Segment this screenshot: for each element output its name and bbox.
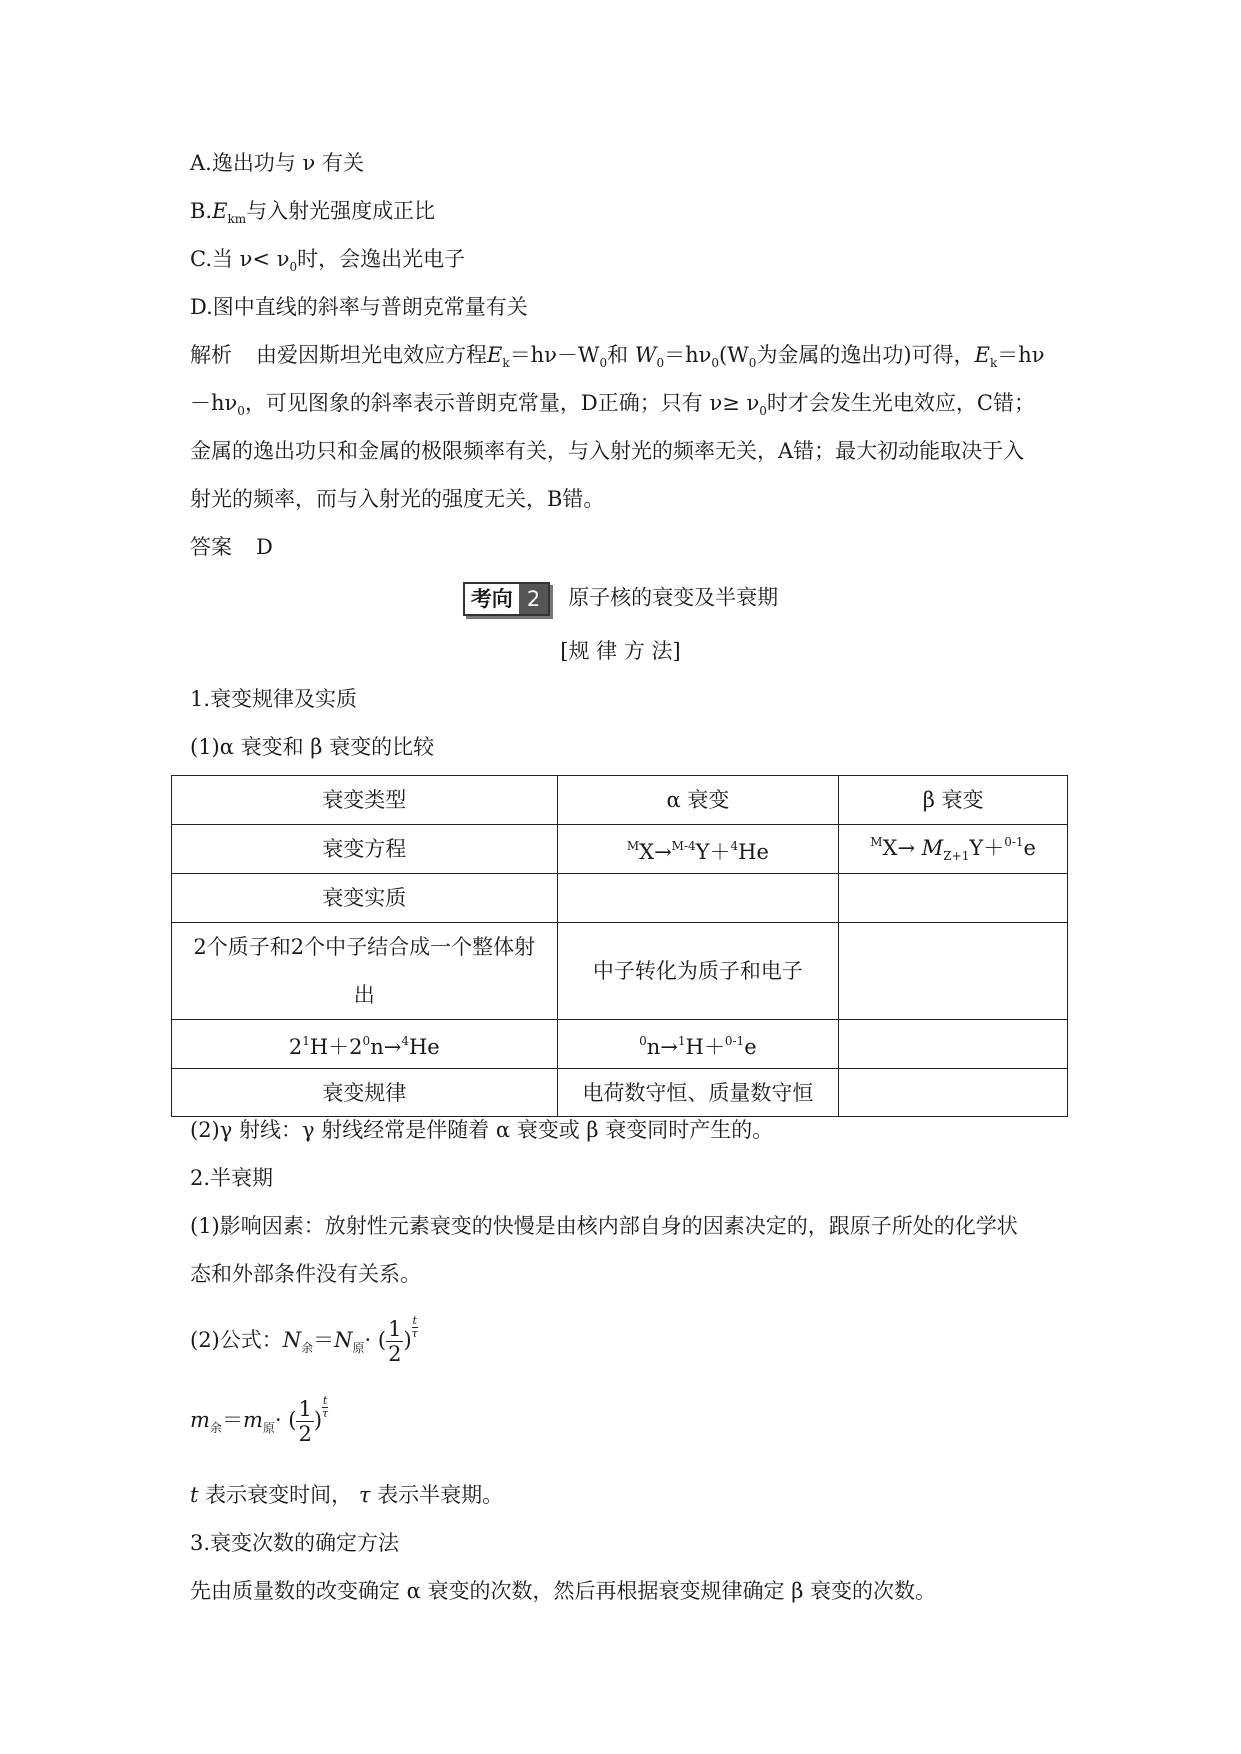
para-3-text: 先由质量数的改变确定 α 衰变的次数，然后再根据衰变规律确定 β 衰变的次数。 [190, 1579, 937, 1603]
table-row [172, 1020, 1068, 1069]
table-cell: 衰变类型 [172, 776, 558, 825]
table-row [172, 776, 1068, 825]
table-row [172, 1069, 1068, 1117]
table-cell: α 衰变 [557, 776, 839, 825]
section-title: 原子核的衰变及半衰期 [568, 585, 779, 610]
table-cell: 衰变规律 [172, 1069, 558, 1117]
exponent: $\frac{t}{\tau}$ [411, 1314, 418, 1340]
table-row [172, 874, 1068, 923]
para-1-subtitle: (1)α 衰变和 β 衰变的比较 [190, 735, 435, 759]
table-cell: 中子转化为质子和电子 [557, 923, 839, 1020]
alpha-equation: $^M$X→$^{M-4}$Y＋$^4$He [557, 825, 839, 874]
beta-essence-equation: $^0$n→$^1$H＋$^{0-1}$e [557, 1020, 839, 1069]
analysis-line-3: 金属的逸出功只和金属的极限频率有关，与入射光的频率无关，A错；最大初动能取决于入 [190, 439, 1025, 463]
decay-table [171, 775, 1068, 1117]
analysis-line-2: $-h\nu_0$，可见图象的斜率表示普朗克常量，D正确；只有 $\nu\ge \nu_0$时才会发生光电效应，C错； [190, 391, 1035, 418]
table-cell: 电荷数守恒、质量数守恒 [557, 1069, 839, 1117]
t-tau-definition: t 表示衰变时间， τ 表示半衰期。 [190, 1483, 504, 1507]
alpha-essence-equation: $2^1H+2^0n\to^4He$ [172, 1020, 558, 1069]
method-label: [规 律 方 法] [560, 639, 681, 663]
table-row [172, 825, 1068, 874]
para-2-title: 2.半衰期 [190, 1166, 274, 1190]
fraction: $\frac{1}{2}$ [298, 1397, 312, 1446]
option-d: D.图中直线的斜率与普朗克常量有关 [190, 295, 528, 319]
table-cell [557, 874, 839, 923]
option-a: A.逸出功与 ν 有关 [190, 151, 364, 175]
table-cell: 2个质子和2个中子结合成一个整体射出 [172, 923, 558, 1020]
table-cell: 衰变方程 [172, 825, 558, 874]
section-badge: 考向 2 [463, 582, 550, 616]
para-1-title: 1.衰变规律及实质 [190, 687, 358, 711]
fraction: $\frac{1}{2}$ [388, 1317, 402, 1366]
table-cell [839, 1020, 1068, 1069]
para-2-line-1: (1)影响因素：放射性元素衰变的快慢是由核内部自身的因素决定的，跟原子所处的化学状 [190, 1214, 1018, 1238]
analysis-line-4: 射光的频率，而与入射光的强度无关，B错。 [190, 487, 605, 511]
section-heading [0, 582, 1241, 616]
table-cell [839, 923, 1068, 1020]
para-2-line-2: 态和外部条件没有关系。 [190, 1262, 421, 1286]
half-life-formula-n: (2)公式：$N_余=N_原\cdot$ ( $\frac{1}{2}$ ) $\frac{t}{\tau}$ [190, 1314, 418, 1366]
option-b: $B.E_{km}$与入射光强度成正比 [190, 199, 436, 226]
answer: 答案 D [190, 535, 273, 559]
beta-equation: $^MX\to M_{Z+1}Y+^{0-1}e$ [839, 825, 1068, 874]
half-life-formula-m: $m_余=m_原\cdot$ ( $\frac{1}{2}$ ) $\frac{t}{\tau}$ [190, 1394, 329, 1446]
option-c: C.当 $\nu< \nu_0$时，会逸出光电子 [190, 247, 466, 274]
table-cell [839, 1069, 1068, 1117]
table-cell [839, 874, 1068, 923]
exponent: $\frac{t}{\tau}$ [322, 1394, 329, 1420]
table-cell: 衰变实质 [172, 874, 558, 923]
table-cell: β 衰变 [839, 776, 1068, 825]
analysis-line-1: 解析 由爱因斯坦光电效应方程$E_k=h\nu-W_0$和 $W_0=h\nu_0(W_0$为金属的逸出功)可得，$E_k=h\nu$ [190, 343, 1045, 370]
gamma-ray-text: (2)γ 射线：γ 射线经常是伴随着 α 衰变或 β 衰变同时产生的。 [190, 1118, 774, 1142]
para-3-title: 3.衰变次数的确定方法 [190, 1531, 400, 1555]
table-row [172, 923, 1068, 1020]
